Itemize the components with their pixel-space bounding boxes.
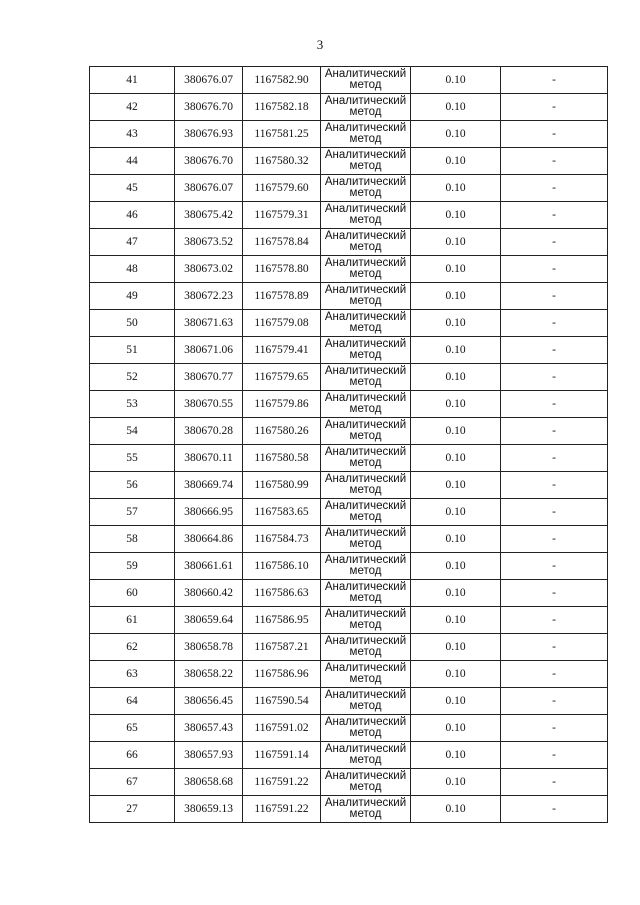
method-cell bbox=[321, 148, 411, 175]
x-coordinate-cell: 380666.95 bbox=[175, 499, 243, 526]
table-body bbox=[90, 67, 608, 823]
table-row bbox=[90, 391, 608, 418]
table-row bbox=[90, 499, 608, 526]
method-cell bbox=[321, 526, 411, 553]
note-cell: - bbox=[501, 94, 608, 121]
y-coordinate-cell: 1167580.99 bbox=[243, 472, 321, 499]
y-coordinate-cell: 1167578.89 bbox=[243, 283, 321, 310]
x-coordinate-cell: 380657.93 bbox=[175, 742, 243, 769]
table-row bbox=[90, 121, 608, 148]
point-number-cell: 66 bbox=[90, 742, 175, 769]
page-number: 3 bbox=[316, 37, 324, 52]
method-text: метод bbox=[349, 160, 382, 172]
accuracy-cell: 0.10 bbox=[411, 445, 501, 472]
accuracy-cell: 0.10 bbox=[411, 715, 501, 742]
method-text: Аналитический bbox=[324, 635, 407, 647]
method-text: метод bbox=[349, 808, 382, 820]
x-coordinate-cell: 380670.28 bbox=[175, 418, 243, 445]
method-cell bbox=[321, 418, 411, 445]
method-cell bbox=[321, 121, 411, 148]
method-text: Аналитический bbox=[324, 527, 407, 539]
method-text: метод bbox=[349, 754, 382, 766]
note-cell: - bbox=[501, 742, 608, 769]
method-cell bbox=[321, 67, 411, 94]
point-number-cell: 46 bbox=[90, 202, 175, 229]
x-coordinate-cell: 380670.11 bbox=[175, 445, 243, 472]
method-cell bbox=[321, 580, 411, 607]
method-cell bbox=[321, 175, 411, 202]
y-coordinate-cell: 1167586.10 bbox=[243, 553, 321, 580]
x-coordinate-cell: 380659.13 bbox=[175, 796, 243, 823]
table-row bbox=[90, 661, 608, 688]
x-coordinate-cell: 380671.63 bbox=[175, 310, 243, 337]
method-text: Аналитический bbox=[324, 365, 407, 377]
y-coordinate-cell: 1167591.22 bbox=[243, 769, 321, 796]
x-coordinate-cell: 380676.07 bbox=[175, 175, 243, 202]
note-cell: - bbox=[501, 229, 608, 256]
method-cell bbox=[321, 742, 411, 769]
point-number-cell: 58 bbox=[90, 526, 175, 553]
method-text: Аналитический bbox=[324, 176, 407, 188]
note-cell: - bbox=[501, 580, 608, 607]
table-row bbox=[90, 688, 608, 715]
method-text: метод bbox=[349, 430, 382, 442]
table-row bbox=[90, 229, 608, 256]
y-coordinate-cell: 1167582.90 bbox=[243, 67, 321, 94]
y-coordinate-cell: 1167591.02 bbox=[243, 715, 321, 742]
y-coordinate-cell: 1167586.95 bbox=[243, 607, 321, 634]
method-cell bbox=[321, 553, 411, 580]
method-cell bbox=[321, 715, 411, 742]
method-text: метод bbox=[349, 322, 382, 334]
accuracy-cell: 0.10 bbox=[411, 202, 501, 229]
x-coordinate-cell: 380664.86 bbox=[175, 526, 243, 553]
method-cell bbox=[321, 499, 411, 526]
note-cell: - bbox=[501, 769, 608, 796]
y-coordinate-cell: 1167579.60 bbox=[243, 175, 321, 202]
method-text: метод bbox=[349, 268, 382, 280]
note-cell: - bbox=[501, 391, 608, 418]
table-row bbox=[90, 634, 608, 661]
y-coordinate-cell: 1167586.96 bbox=[243, 661, 321, 688]
method-text: Аналитический bbox=[324, 743, 407, 755]
point-number-cell: 44 bbox=[90, 148, 175, 175]
table-row bbox=[90, 148, 608, 175]
x-coordinate-cell: 380676.07 bbox=[175, 67, 243, 94]
note-cell: - bbox=[501, 661, 608, 688]
method-text: метод bbox=[349, 295, 382, 307]
table-row bbox=[90, 364, 608, 391]
method-text: метод bbox=[349, 592, 382, 604]
x-coordinate-cell: 380672.23 bbox=[175, 283, 243, 310]
x-coordinate-cell: 380676.70 bbox=[175, 94, 243, 121]
table-row bbox=[90, 418, 608, 445]
point-number-cell: 62 bbox=[90, 634, 175, 661]
point-number-cell: 64 bbox=[90, 688, 175, 715]
method-text: Аналитический bbox=[324, 689, 407, 701]
point-number-cell: 51 bbox=[90, 337, 175, 364]
point-number-cell: 57 bbox=[90, 499, 175, 526]
x-coordinate-cell: 380671.06 bbox=[175, 337, 243, 364]
accuracy-cell: 0.10 bbox=[411, 337, 501, 364]
point-number-cell: 55 bbox=[90, 445, 175, 472]
note-cell: - bbox=[501, 283, 608, 310]
y-coordinate-cell: 1167583.65 bbox=[243, 499, 321, 526]
method-text: Аналитический bbox=[324, 392, 407, 404]
method-text: Аналитический bbox=[324, 419, 407, 431]
x-coordinate-cell: 380675.42 bbox=[175, 202, 243, 229]
note-cell: - bbox=[501, 310, 608, 337]
accuracy-cell: 0.10 bbox=[411, 256, 501, 283]
method-text: Аналитический bbox=[324, 284, 407, 296]
method-text: метод bbox=[349, 565, 382, 577]
y-coordinate-cell: 1167578.84 bbox=[243, 229, 321, 256]
note-cell: - bbox=[501, 634, 608, 661]
y-coordinate-cell: 1167587.21 bbox=[243, 634, 321, 661]
y-coordinate-cell: 1167582.18 bbox=[243, 94, 321, 121]
accuracy-cell: 0.10 bbox=[411, 364, 501, 391]
accuracy-cell: 0.10 bbox=[411, 661, 501, 688]
accuracy-cell: 0.10 bbox=[411, 391, 501, 418]
method-cell bbox=[321, 472, 411, 499]
accuracy-cell: 0.10 bbox=[411, 526, 501, 553]
y-coordinate-cell: 1167581.25 bbox=[243, 121, 321, 148]
note-cell: - bbox=[501, 175, 608, 202]
method-text: метод bbox=[349, 538, 382, 550]
note-cell: - bbox=[501, 337, 608, 364]
method-text: метод bbox=[349, 727, 382, 739]
table-row bbox=[90, 796, 608, 823]
point-number-cell: 56 bbox=[90, 472, 175, 499]
method-text: метод bbox=[349, 214, 382, 226]
method-text: метод bbox=[349, 376, 382, 388]
point-number-cell: 50 bbox=[90, 310, 175, 337]
method-cell bbox=[321, 661, 411, 688]
y-coordinate-cell: 1167580.26 bbox=[243, 418, 321, 445]
table-row bbox=[90, 526, 608, 553]
note-cell: - bbox=[501, 607, 608, 634]
method-cell bbox=[321, 202, 411, 229]
accuracy-cell: 0.10 bbox=[411, 553, 501, 580]
method-text: метод bbox=[349, 403, 382, 415]
y-coordinate-cell: 1167591.14 bbox=[243, 742, 321, 769]
method-text: Аналитический bbox=[324, 716, 407, 728]
method-cell bbox=[321, 607, 411, 634]
y-coordinate-cell: 1167591.22 bbox=[243, 796, 321, 823]
method-cell bbox=[321, 796, 411, 823]
y-coordinate-cell: 1167579.31 bbox=[243, 202, 321, 229]
accuracy-cell: 0.10 bbox=[411, 283, 501, 310]
method-text: Аналитический bbox=[324, 68, 407, 80]
method-cell bbox=[321, 769, 411, 796]
x-coordinate-cell: 380676.93 bbox=[175, 121, 243, 148]
coordinates-table bbox=[89, 66, 608, 823]
method-text: Аналитический bbox=[324, 581, 407, 593]
point-number-cell: 27 bbox=[90, 796, 175, 823]
method-text: Аналитический bbox=[324, 608, 407, 620]
table-row bbox=[90, 283, 608, 310]
note-cell: - bbox=[501, 553, 608, 580]
x-coordinate-cell: 380658.68 bbox=[175, 769, 243, 796]
y-coordinate-cell: 1167586.63 bbox=[243, 580, 321, 607]
method-text: Аналитический bbox=[324, 500, 407, 512]
table-row bbox=[90, 715, 608, 742]
method-text: Аналитический bbox=[324, 122, 407, 134]
method-text: Аналитический bbox=[324, 203, 407, 215]
note-cell: - bbox=[501, 796, 608, 823]
accuracy-cell: 0.10 bbox=[411, 634, 501, 661]
point-number-cell: 52 bbox=[90, 364, 175, 391]
point-number-cell: 42 bbox=[90, 94, 175, 121]
x-coordinate-cell: 380669.74 bbox=[175, 472, 243, 499]
accuracy-cell: 0.10 bbox=[411, 499, 501, 526]
x-coordinate-cell: 380673.02 bbox=[175, 256, 243, 283]
point-number-cell: 65 bbox=[90, 715, 175, 742]
method-text: метод bbox=[349, 133, 382, 145]
method-text: Аналитический bbox=[324, 473, 407, 485]
table-row bbox=[90, 67, 608, 94]
method-cell bbox=[321, 229, 411, 256]
method-text: метод bbox=[349, 781, 382, 793]
table-row bbox=[90, 337, 608, 364]
table-row bbox=[90, 472, 608, 499]
x-coordinate-cell: 380661.61 bbox=[175, 553, 243, 580]
point-number-cell: 43 bbox=[90, 121, 175, 148]
accuracy-cell: 0.10 bbox=[411, 742, 501, 769]
method-text: Аналитический bbox=[324, 797, 407, 809]
note-cell: - bbox=[501, 526, 608, 553]
y-coordinate-cell: 1167590.54 bbox=[243, 688, 321, 715]
y-coordinate-cell: 1167579.86 bbox=[243, 391, 321, 418]
accuracy-cell: 0.10 bbox=[411, 175, 501, 202]
method-text: метод bbox=[349, 241, 382, 253]
method-cell bbox=[321, 94, 411, 121]
method-text: Аналитический bbox=[324, 770, 407, 782]
x-coordinate-cell: 380657.43 bbox=[175, 715, 243, 742]
point-number-cell: 45 bbox=[90, 175, 175, 202]
accuracy-cell: 0.10 bbox=[411, 607, 501, 634]
table-row bbox=[90, 553, 608, 580]
accuracy-cell: 0.10 bbox=[411, 580, 501, 607]
note-cell: - bbox=[501, 256, 608, 283]
point-number-cell: 41 bbox=[90, 67, 175, 94]
method-cell bbox=[321, 391, 411, 418]
method-text: метод bbox=[349, 700, 382, 712]
x-coordinate-cell: 380659.64 bbox=[175, 607, 243, 634]
table-row bbox=[90, 580, 608, 607]
table-row bbox=[90, 310, 608, 337]
point-number-cell: 47 bbox=[90, 229, 175, 256]
y-coordinate-cell: 1167579.08 bbox=[243, 310, 321, 337]
point-number-cell: 49 bbox=[90, 283, 175, 310]
accuracy-cell: 0.10 bbox=[411, 769, 501, 796]
method-text: метод bbox=[349, 187, 382, 199]
note-cell: - bbox=[501, 364, 608, 391]
point-number-cell: 61 bbox=[90, 607, 175, 634]
method-text: Аналитический bbox=[324, 311, 407, 323]
note-cell: - bbox=[501, 472, 608, 499]
x-coordinate-cell: 380670.77 bbox=[175, 364, 243, 391]
method-cell bbox=[321, 688, 411, 715]
accuracy-cell: 0.10 bbox=[411, 796, 501, 823]
method-text: метод bbox=[349, 457, 382, 469]
method-cell bbox=[321, 310, 411, 337]
method-text: метод bbox=[349, 511, 382, 523]
note-cell: - bbox=[501, 121, 608, 148]
method-text: Аналитический bbox=[324, 662, 407, 674]
table-row bbox=[90, 742, 608, 769]
method-text: Аналитический bbox=[324, 554, 407, 566]
x-coordinate-cell: 380660.42 bbox=[175, 580, 243, 607]
table-row bbox=[90, 445, 608, 472]
note-cell: - bbox=[501, 715, 608, 742]
method-text: Аналитический bbox=[324, 446, 407, 458]
point-number-cell: 53 bbox=[90, 391, 175, 418]
table-row bbox=[90, 175, 608, 202]
accuracy-cell: 0.10 bbox=[411, 229, 501, 256]
note-cell: - bbox=[501, 148, 608, 175]
method-text: метод bbox=[349, 106, 382, 118]
method-text: Аналитический bbox=[324, 338, 407, 350]
table-row bbox=[90, 94, 608, 121]
note-cell: - bbox=[501, 202, 608, 229]
accuracy-cell: 0.10 bbox=[411, 121, 501, 148]
table-row bbox=[90, 256, 608, 283]
method-text: Аналитический bbox=[324, 95, 407, 107]
accuracy-cell: 0.10 bbox=[411, 67, 501, 94]
method-cell bbox=[321, 283, 411, 310]
note-cell: - bbox=[501, 499, 608, 526]
accuracy-cell: 0.10 bbox=[411, 94, 501, 121]
method-text: метод bbox=[349, 349, 382, 361]
method-cell bbox=[321, 256, 411, 283]
table-row bbox=[90, 202, 608, 229]
method-text: метод bbox=[349, 484, 382, 496]
y-coordinate-cell: 1167580.32 bbox=[243, 148, 321, 175]
method-text: Аналитический bbox=[324, 149, 407, 161]
accuracy-cell: 0.10 bbox=[411, 688, 501, 715]
y-coordinate-cell: 1167578.80 bbox=[243, 256, 321, 283]
note-cell: - bbox=[501, 688, 608, 715]
point-number-cell: 63 bbox=[90, 661, 175, 688]
note-cell: - bbox=[501, 445, 608, 472]
table-row bbox=[90, 769, 608, 796]
accuracy-cell: 0.10 bbox=[411, 148, 501, 175]
table-row bbox=[90, 607, 608, 634]
method-text: Аналитический bbox=[324, 257, 407, 269]
method-text: метод bbox=[349, 673, 382, 685]
x-coordinate-cell: 380673.52 bbox=[175, 229, 243, 256]
y-coordinate-cell: 1167584.73 bbox=[243, 526, 321, 553]
point-number-cell: 60 bbox=[90, 580, 175, 607]
method-cell bbox=[321, 445, 411, 472]
accuracy-cell: 0.10 bbox=[411, 310, 501, 337]
method-cell bbox=[321, 634, 411, 661]
y-coordinate-cell: 1167579.65 bbox=[243, 364, 321, 391]
method-text: Аналитический bbox=[324, 230, 407, 242]
x-coordinate-cell: 380658.78 bbox=[175, 634, 243, 661]
x-coordinate-cell: 380676.70 bbox=[175, 148, 243, 175]
point-number-cell: 48 bbox=[90, 256, 175, 283]
method-text: метод bbox=[349, 619, 382, 631]
y-coordinate-cell: 1167580.58 bbox=[243, 445, 321, 472]
method-cell bbox=[321, 337, 411, 364]
x-coordinate-cell: 380658.22 bbox=[175, 661, 243, 688]
method-text: метод bbox=[349, 79, 382, 91]
note-cell: - bbox=[501, 67, 608, 94]
method-text: метод bbox=[349, 646, 382, 658]
method-cell bbox=[321, 364, 411, 391]
y-coordinate-cell: 1167579.41 bbox=[243, 337, 321, 364]
accuracy-cell: 0.10 bbox=[411, 472, 501, 499]
point-number-cell: 67 bbox=[90, 769, 175, 796]
x-coordinate-cell: 380656.45 bbox=[175, 688, 243, 715]
accuracy-cell: 0.10 bbox=[411, 418, 501, 445]
note-cell: - bbox=[501, 418, 608, 445]
point-number-cell: 54 bbox=[90, 418, 175, 445]
point-number-cell: 59 bbox=[90, 553, 175, 580]
x-coordinate-cell: 380670.55 bbox=[175, 391, 243, 418]
